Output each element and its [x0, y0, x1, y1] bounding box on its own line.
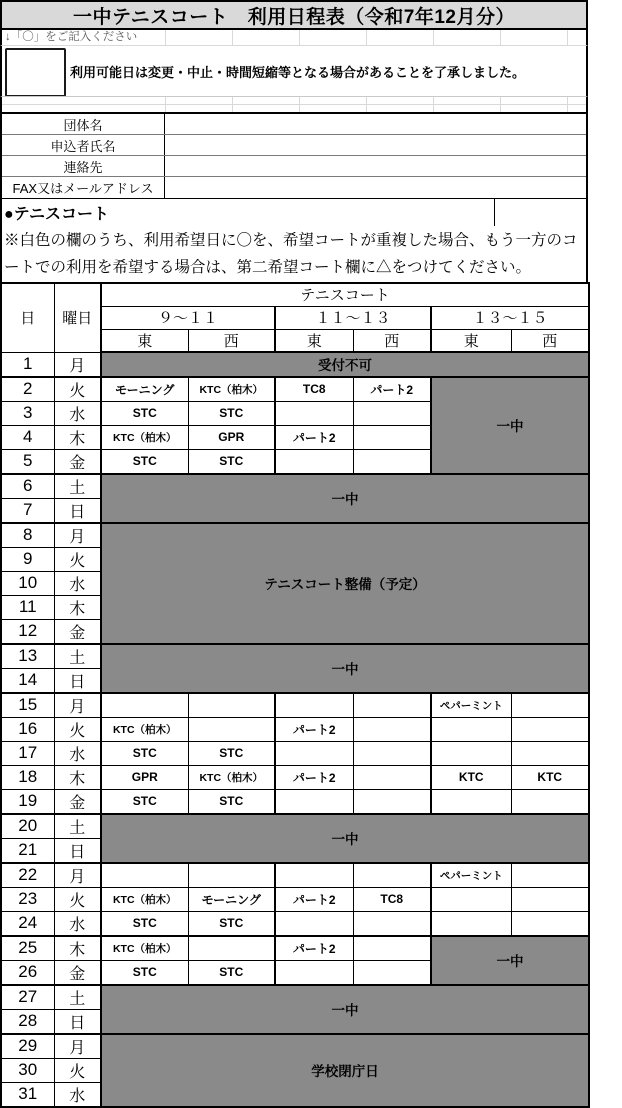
booked-cell[interactable]: STC — [101, 960, 188, 985]
weekday-cell: 土 — [54, 814, 101, 839]
group-name-input[interactable] — [165, 114, 586, 134]
blocked-cell: 一中 — [101, 985, 589, 1034]
day-number-cell: 9 — [1, 547, 54, 571]
field-row-applicant-name — [2, 134, 586, 155]
weekday-cell: 月 — [54, 693, 101, 718]
booked-cell[interactable]: STC — [101, 741, 188, 765]
consent-text: 利用可能日は変更・中止・時間短縮等となる場合があることを了承しました。 — [70, 64, 526, 80]
field-label: 申込者氏名 — [2, 135, 165, 155]
booked-cell[interactable]: ペパーミント — [431, 863, 511, 888]
day-number-cell: 31 — [1, 1082, 54, 1107]
day-number-cell: 24 — [1, 911, 54, 936]
subcol-header-east: 東 — [101, 329, 188, 352]
slot-header-9-11: ９〜１１ — [101, 306, 275, 329]
day-number-cell: 5 — [1, 449, 54, 474]
empty-slot-cell[interactable] — [275, 693, 353, 718]
consent-checkbox[interactable] — [5, 48, 66, 97]
day-number-cell: 3 — [1, 401, 54, 425]
weekday-cell: 土 — [54, 474, 101, 499]
booked-cell[interactable]: STC — [101, 789, 188, 814]
applicant-name-input[interactable] — [165, 135, 586, 155]
section-heading: ●テニスコート — [2, 199, 495, 226]
weekday-cell: 日 — [54, 668, 101, 693]
subcol-header-east: 東 — [275, 329, 353, 352]
booked-cell[interactable]: ペパーミント — [431, 693, 511, 718]
day-number-cell: 26 — [1, 960, 54, 985]
empty-slot-cell[interactable] — [275, 789, 353, 814]
weekday-cell: 月 — [54, 352, 101, 377]
spacer-row — [0, 96, 588, 112]
day-number-cell: 10 — [1, 571, 54, 595]
day-number-cell: 30 — [1, 1058, 54, 1082]
day-number-cell: 7 — [1, 498, 54, 523]
subcol-header-east: 東 — [431, 329, 511, 352]
empty-slot-cell[interactable] — [101, 863, 188, 888]
weekday-cell: 日 — [54, 498, 101, 523]
day-number-cell: 15 — [1, 693, 54, 718]
weekday-cell: 火 — [54, 377, 101, 402]
empty-slot-cell[interactable] — [353, 765, 431, 789]
day-number-cell: 13 — [1, 644, 54, 669]
empty-slot-cell[interactable] — [353, 863, 431, 888]
empty-slot-cell[interactable] — [511, 789, 589, 814]
field-row-group-name — [2, 114, 586, 134]
empty-slot-cell[interactable] — [353, 911, 431, 936]
day-number-cell: 25 — [1, 936, 54, 961]
day-number-cell: 19 — [1, 789, 54, 814]
day-number-cell: 1 — [1, 352, 54, 377]
subcol-header-west: 西 — [511, 329, 589, 352]
booked-cell[interactable]: TC8 — [275, 377, 353, 402]
day-number-cell: 2 — [1, 377, 54, 402]
booked-cell[interactable]: パート2 — [275, 765, 353, 789]
booked-cell[interactable]: モーニング — [101, 377, 188, 402]
weekday-cell: 木 — [54, 595, 101, 619]
weekday-cell: 火 — [54, 1058, 101, 1082]
weekday-cell: 水 — [54, 571, 101, 595]
booked-cell[interactable]: KTC（柏木） — [101, 717, 188, 741]
empty-slot-cell[interactable] — [275, 960, 353, 985]
empty-slot-cell[interactable] — [353, 717, 431, 741]
schedule-header — [1, 283, 589, 352]
booked-cell[interactable]: STC — [188, 741, 275, 765]
empty-slot-cell[interactable] — [353, 936, 431, 961]
weekday-cell: 金 — [54, 789, 101, 814]
group-header-tennis-court: テニスコート — [101, 283, 589, 306]
slot-header-11-13: １１〜１３ — [275, 306, 431, 329]
schedule-body — [1, 352, 589, 1107]
empty-slot-cell[interactable] — [511, 863, 589, 888]
weekday-cell: 金 — [54, 619, 101, 644]
empty-slot-cell[interactable] — [101, 693, 188, 718]
weekday-cell: 木 — [54, 765, 101, 789]
empty-slot-cell[interactable] — [353, 425, 431, 449]
booked-cell[interactable]: STC — [188, 960, 275, 985]
booked-cell[interactable]: GPR — [188, 425, 275, 449]
blocked-cell: 一中 — [431, 377, 589, 474]
empty-slot-cell[interactable] — [353, 741, 431, 765]
field-label: 団体名 — [2, 114, 165, 134]
booked-cell[interactable]: KTC（柏木） — [101, 887, 188, 911]
day-number-cell: 28 — [1, 1009, 54, 1034]
day-number-cell: 23 — [1, 887, 54, 911]
page-title: 一中テニスコート 利用日程表（令和7年12月分） — [0, 0, 588, 30]
weekday-cell: 金 — [54, 449, 101, 474]
booked-cell[interactable]: モーニング — [188, 887, 275, 911]
day-number-cell: 27 — [1, 985, 54, 1010]
blocked-cell: テニスコート整備（予定） — [101, 523, 589, 644]
booked-cell[interactable]: パート2 — [275, 717, 353, 741]
subcol-header-west: 西 — [188, 329, 275, 352]
day-number-cell: 8 — [1, 523, 54, 548]
weekday-cell: 水 — [54, 911, 101, 936]
applicant-form — [0, 112, 588, 199]
empty-slot-cell[interactable] — [275, 401, 353, 425]
weekday-cell: 月 — [54, 1034, 101, 1059]
empty-slot-cell[interactable] — [431, 887, 511, 911]
empty-slot-cell[interactable] — [188, 693, 275, 718]
weekday-cell: 月 — [54, 863, 101, 888]
booked-cell[interactable]: STC — [188, 449, 275, 474]
weekday-cell: 水 — [54, 741, 101, 765]
day-number-cell: 4 — [1, 425, 54, 449]
blocked-cell: 一中 — [431, 936, 589, 985]
empty-slot-cell[interactable] — [431, 789, 511, 814]
empty-slot-cell[interactable] — [431, 911, 511, 936]
booked-cell[interactable]: STC — [188, 401, 275, 425]
weekday-cell: 火 — [54, 887, 101, 911]
empty-slot-cell[interactable] — [188, 936, 275, 961]
weekday-cell: 金 — [54, 960, 101, 985]
consent-section — [0, 46, 588, 96]
empty-slot-cell[interactable] — [511, 741, 589, 765]
usage-note: ※白色の欄のうち、利用希望日に〇を、希望コートが重複した場合、もう一方のコートでの利用を希望する場合は、第二希望コート欄に△をつけてください。 — [0, 226, 588, 282]
day-number-cell: 22 — [1, 863, 54, 888]
day-number-cell: 18 — [1, 765, 54, 789]
booked-cell[interactable]: STC — [101, 401, 188, 425]
booked-cell[interactable]: パート2 — [275, 936, 353, 961]
slot-header-13-15: １３〜１５ — [431, 306, 589, 329]
empty-slot-cell[interactable] — [431, 717, 511, 741]
weekday-cell: 日 — [54, 1009, 101, 1034]
empty-slot-cell[interactable] — [511, 717, 589, 741]
fax-email-input[interactable] — [165, 177, 586, 198]
blocked-cell: 一中 — [101, 644, 589, 693]
field-label: 連絡先 — [2, 156, 165, 176]
field-label: FAX又はメールアドレス — [2, 177, 165, 198]
booked-cell[interactable]: パート2 — [275, 425, 353, 449]
booked-cell[interactable]: KTC（柏木） — [101, 936, 188, 961]
booked-cell[interactable]: KTC — [431, 765, 511, 789]
empty-slot-cell[interactable] — [511, 693, 589, 718]
day-number-cell: 12 — [1, 619, 54, 644]
booked-cell[interactable]: パート2 — [275, 887, 353, 911]
schedule-table — [0, 282, 590, 1108]
empty-slot-cell[interactable] — [353, 401, 431, 425]
weekday-cell: 日 — [54, 838, 101, 863]
empty-slot-cell[interactable] — [353, 789, 431, 814]
field-row-fax-email — [2, 176, 586, 198]
empty-slot-cell[interactable] — [275, 863, 353, 888]
weekday-cell: 木 — [54, 936, 101, 961]
booked-cell[interactable]: KTC（柏木） — [101, 425, 188, 449]
subcol-header-west: 西 — [353, 329, 431, 352]
empty-slot-cell[interactable] — [275, 911, 353, 936]
booked-cell[interactable]: GPR — [101, 765, 188, 789]
booked-cell[interactable]: STC — [101, 449, 188, 474]
weekday-cell: 木 — [54, 425, 101, 449]
booked-cell[interactable]: KTC（柏木） — [188, 765, 275, 789]
weekday-cell: 水 — [54, 1082, 101, 1107]
col-header-day: 日 — [1, 283, 54, 352]
weekday-cell: 土 — [54, 985, 101, 1010]
day-number-cell: 29 — [1, 1034, 54, 1059]
day-number-cell: 20 — [1, 814, 54, 839]
empty-slot-cell[interactable] — [431, 741, 511, 765]
empty-slot-cell[interactable] — [188, 717, 275, 741]
booked-cell[interactable]: STC — [101, 911, 188, 936]
day-number-cell: 16 — [1, 717, 54, 741]
contact-input[interactable] — [165, 156, 586, 176]
empty-slot-cell[interactable] — [353, 960, 431, 985]
empty-slot-cell[interactable] — [188, 863, 275, 888]
empty-slot-cell[interactable] — [511, 887, 589, 911]
booked-cell[interactable]: KTC — [511, 765, 589, 789]
day-number-cell: 11 — [1, 595, 54, 619]
field-row-contact — [2, 155, 586, 176]
blocked-cell: 学校閉庁日 — [101, 1034, 589, 1107]
empty-slot-cell[interactable] — [353, 449, 431, 474]
booked-cell[interactable]: STC — [188, 789, 275, 814]
day-number-cell: 21 — [1, 838, 54, 863]
weekday-cell: 水 — [54, 401, 101, 425]
weekday-cell: 土 — [54, 644, 101, 669]
weekday-cell: 火 — [54, 547, 101, 571]
blocked-cell: 受付不可 — [101, 352, 589, 377]
day-number-cell: 14 — [1, 668, 54, 693]
booked-cell[interactable]: STC — [188, 911, 275, 936]
empty-slot-cell[interactable] — [353, 693, 431, 718]
empty-slot-cell[interactable] — [275, 741, 353, 765]
blocked-cell: 一中 — [101, 474, 589, 523]
weekday-cell: 火 — [54, 717, 101, 741]
booked-cell[interactable]: TC8 — [353, 887, 431, 911]
weekday-cell: 月 — [54, 523, 101, 548]
day-number-cell: 17 — [1, 741, 54, 765]
empty-slot-cell[interactable] — [275, 449, 353, 474]
day-number-cell: 6 — [1, 474, 54, 499]
col-header-weekday: 曜日 — [54, 283, 101, 352]
booked-cell[interactable]: パート2 — [353, 377, 431, 402]
blocked-cell: 一中 — [101, 814, 589, 863]
booked-cell[interactable]: KTC（柏木） — [188, 377, 275, 402]
fill-instruction: ↓「〇」をご記入ください — [0, 30, 588, 46]
empty-slot-cell[interactable] — [511, 911, 589, 936]
tennis-court-section — [0, 199, 588, 226]
